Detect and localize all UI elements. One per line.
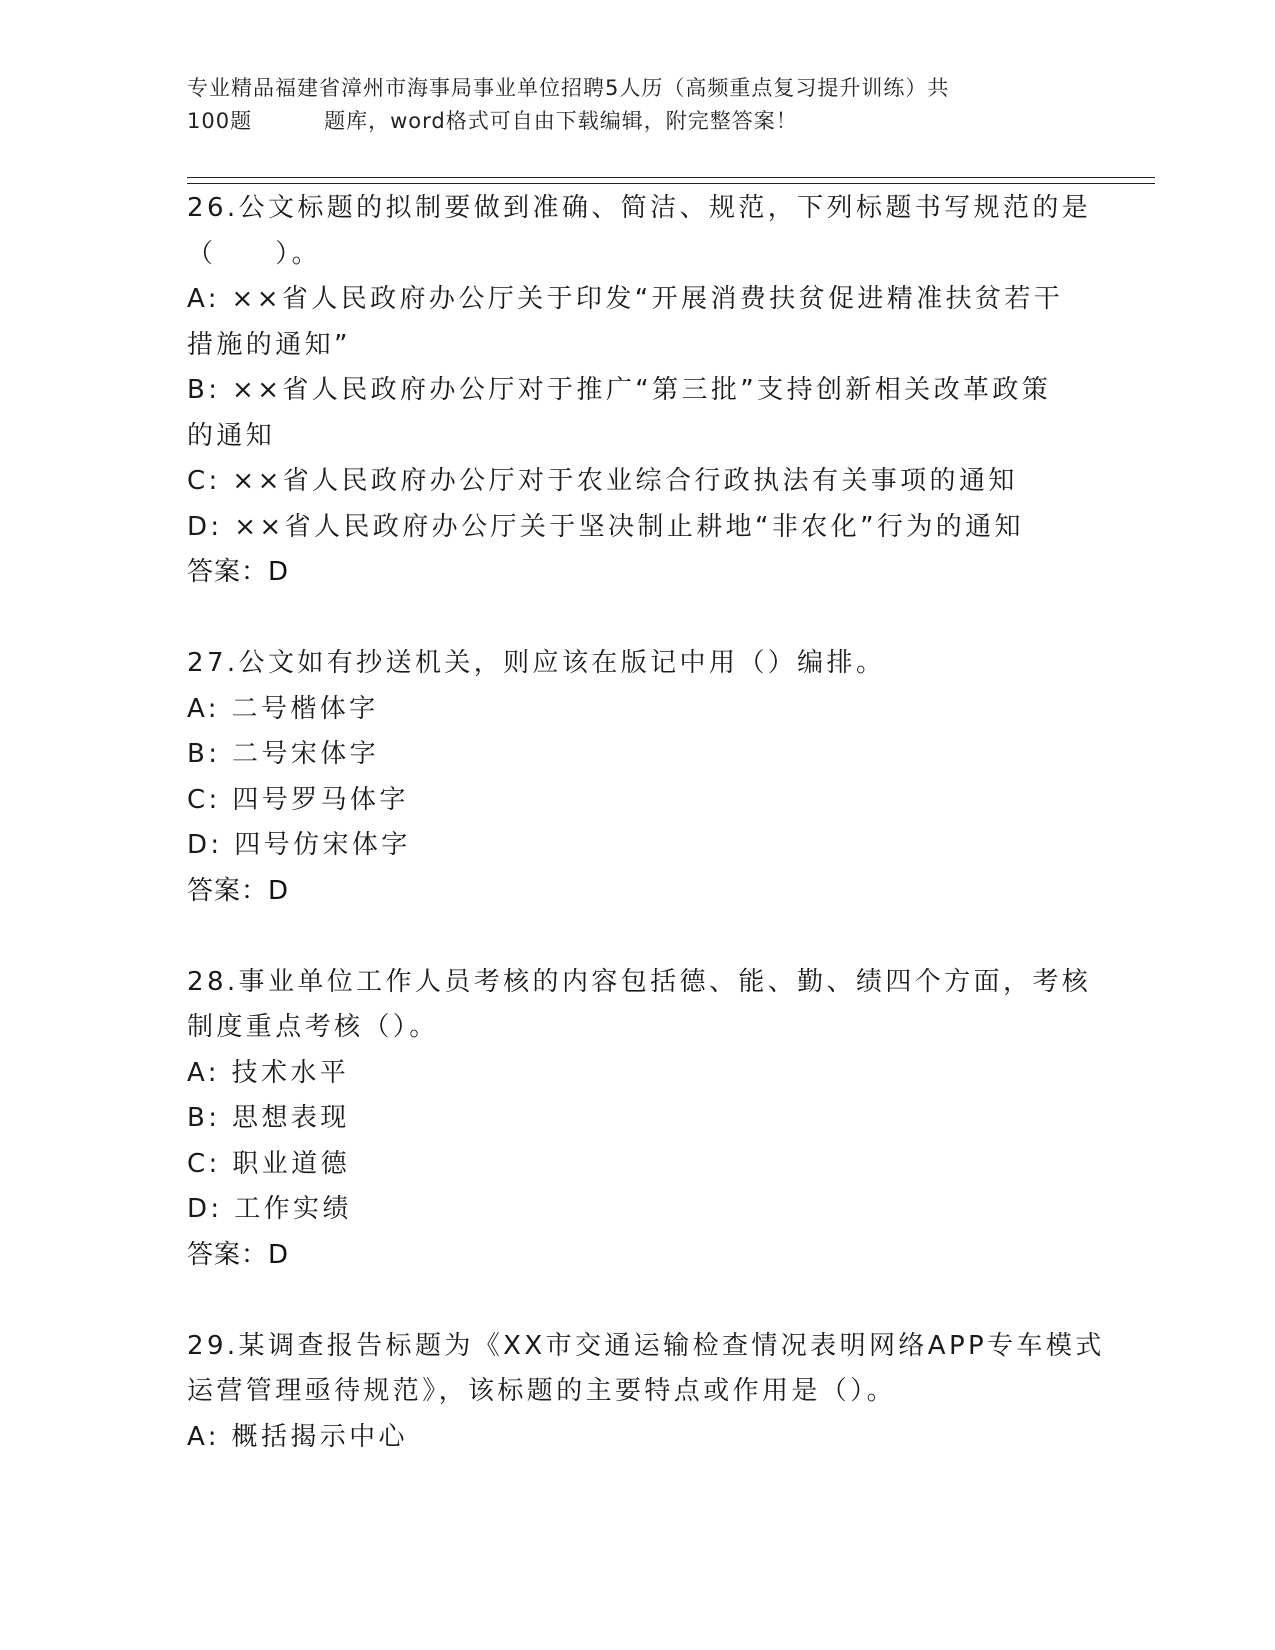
answer-option: C: 职业道德 [187, 1148, 350, 1179]
answer-option: C: ××省人民政府办公厅对于农业综合行政执法有关事项的通知 [187, 466, 1018, 496]
question-spacer [187, 1278, 1087, 1324]
question-list [187, 186, 1105, 1460]
answer-option: A: ××省人民政府办公厅关于印发“开展消费扶贫促进精准扶贫若干 [187, 284, 1064, 314]
answer-option: 措施的通知” [187, 329, 351, 360]
question-block [187, 186, 1092, 596]
header-question-count: 100题 [187, 109, 253, 133]
answer-option: B: ××省人民政府办公厅对于推广“第三批”支持创新相关改革政策 [187, 375, 1052, 405]
question-stem: 26.公文标题的拟制要做到准确、简洁、规范，下列标题书写规范的是 [187, 193, 1092, 223]
answer-option: 的通知 [187, 420, 276, 451]
question-block [187, 1324, 1105, 1461]
header-line-1: 专业精品福建省漳州市海事局事业单位招聘5人历（高频重点复习提升训练）共 [187, 76, 950, 100]
answer-option: A: 概括揭示中心 [187, 1421, 408, 1452]
question-stem: 制度重点考核（）。 [187, 1012, 439, 1042]
question-stem: 28.事业单位工作人员考核的内容包括德、能、勤、绩四个方面，考核 [187, 966, 1092, 997]
question-stem: （ ）。 [187, 238, 322, 269]
question-stem: 29.某调查报告标题为《XX市交通运输检查情况表明网络APP专车模式 [187, 1330, 1105, 1361]
question-spacer [187, 914, 1087, 960]
answer-option: B: 二号宋体字 [187, 739, 380, 769]
question-stem: 运营管理亟待规范》，该标题的主要特点或作用是（）。 [187, 1376, 897, 1406]
header-divider-bottom [187, 183, 1155, 184]
question-stem: 27.公文如有抄送机关，则应该在版记中用（）编排。 [187, 648, 886, 678]
document-header [187, 72, 1067, 138]
answer-option: A: 二号楷体字 [187, 693, 379, 724]
answer-option: A: 技术水平 [187, 1057, 350, 1088]
answer-key: 答案：D [187, 1239, 290, 1270]
answer-option: D: 四号仿宋体字 [187, 830, 411, 860]
header-description: 题库，word格式可自由下载编辑，附完整答案！ [324, 109, 798, 133]
answer-option: D: ××省人民政府办公厅关于坚决制止耕地“非农化”行为的通知 [187, 511, 1024, 542]
header-line-2 [187, 105, 1067, 138]
answer-option: B: 思想表现 [187, 1103, 350, 1133]
question-spacer [187, 596, 1087, 642]
answer-option: D: 工作实绩 [187, 1194, 352, 1224]
header-divider-top [187, 177, 1155, 178]
answer-option: C: 四号罗马体字 [187, 784, 409, 815]
answer-key: 答案：D [187, 557, 290, 587]
question-block [187, 641, 1087, 914]
question-block [187, 960, 1092, 1279]
answer-key: 答案：D [187, 875, 290, 906]
